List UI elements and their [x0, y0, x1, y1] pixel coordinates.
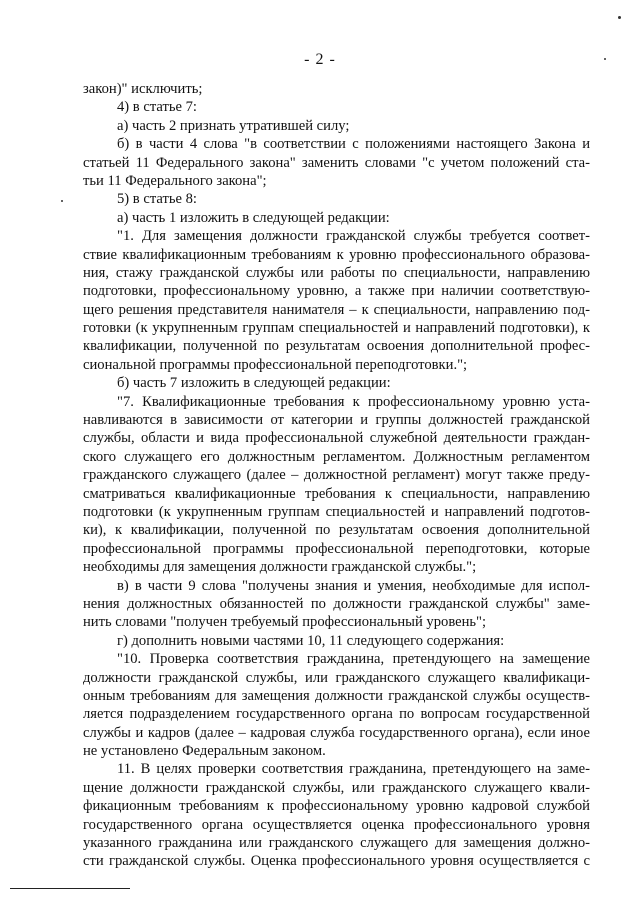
text-line: службы и кадров (далее – кадровая служба государственного органа), если иное — [83, 724, 590, 741]
text-line: сиональной программы профессиональной переподготовки."; — [83, 356, 468, 373]
text-line: ского служащего его должностным регламентом. Должностным регламентом — [83, 448, 590, 465]
text-line: а) часть 2 признать утратившей силу; — [117, 117, 350, 134]
scan-mark — [61, 200, 63, 202]
text-line: б) в части 4 слова "в соответствии с положениями настоящего Закона и — [117, 136, 590, 153]
text-line: должности гражданской службы, или гражданского служащего квалификаци- — [83, 669, 590, 686]
text-line: "1. Для замещения должности гражданской службы требуется соответ- — [117, 228, 590, 245]
text-line: квалификации, полученной по результатам освоения дополнительной профес- — [83, 338, 590, 355]
scan-mark — [618, 16, 621, 19]
text-line: тьи 11 Федерального закона"; — [83, 172, 267, 189]
text-line: не установлено Федеральным законом. — [83, 743, 326, 760]
text-line: ния, стажу гражданской службы или работы по специальности, направлению — [83, 264, 590, 281]
page-number: - 2 - — [304, 51, 336, 68]
text-line: "7. Квалификационные требования к профессиональному уровню уста- — [117, 393, 590, 410]
text-line: "10. Проверка соответствия гражданина, претендующего на замещение — [117, 651, 590, 668]
text-line: подготовки, профессиональному уровню, а также при наличии соответствую- — [83, 283, 590, 300]
text-line: статьей 11 Федерального закона" заменить словами "с учетом положений ста- — [83, 154, 590, 171]
text-line: фикационным требованиям к профессиональному уровню кадровой службой — [83, 798, 590, 815]
scan-mark — [604, 58, 606, 60]
footer-rule — [10, 888, 130, 889]
text-line: г) дополнить новыми частями 10, 11 следующего содержания: — [117, 632, 505, 649]
text-line: ки), к квалификации, полученной по результатам освоения дополнительной — [83, 522, 590, 539]
text-line: 4) в статье 7: — [117, 99, 197, 116]
text-line: сматриваться квалификационные требования к специальности, направлению — [83, 485, 590, 502]
text-line: щего решения представителя нанимателя – к специальности, направлению под- — [83, 301, 590, 318]
document-body — [83, 80, 590, 871]
text-line: профессиональной программы профессиональной переподготовки, которые — [83, 540, 590, 557]
text-line: ствие квалификационным требованиям к уровню профессионального образова- — [83, 246, 590, 263]
text-line: онным требованиям для замещения должности гражданской службы осуществ- — [83, 687, 590, 704]
text-line: подготовки (к укрупненным группам специальностей и направлений подготов- — [83, 503, 590, 520]
text-line: в) в части 9 слова "получены знания и умения, необходимые для испол- — [117, 577, 590, 594]
text-line: нения должностных обязанностей по должности гражданской службы" заме- — [83, 595, 590, 612]
text-line: б) часть 7 изложить в следующей редакции: — [117, 375, 391, 392]
text-line: гражданского служащего (далее – должностной регламент) могут также преду- — [83, 467, 590, 484]
text-line: а) часть 1 изложить в следующей редакции: — [117, 209, 390, 226]
text-line: указанного гражданина или гражданского служащего для замещения должно- — [83, 835, 590, 852]
text-line: 11. В целях проверки соответствия гражданина, претендующего на заме- — [117, 761, 590, 778]
text-line: службы, области и вида профессиональной служебной деятельности граждан- — [83, 430, 590, 447]
text-line: нить словами "получен требуемый профессиональный уровень"; — [83, 614, 487, 631]
text-line: навливаются в зависимости от категории и группы должностей гражданской — [83, 412, 590, 429]
text-line: сти гражданской службы. Оценка профессионального уровня осуществляется с — [83, 853, 590, 870]
text-line: готовки (к укрупненным группам специальностей и направлений подготовки), к — [83, 320, 590, 337]
text-line: государственного органа осуществляется оценка профессионального уровня — [83, 816, 590, 833]
text-line: 5) в статье 8: — [117, 191, 197, 208]
text-line: ляется подразделением государственного органа по вопросам государственной — [83, 706, 590, 723]
text-line: щение должности гражданской службы, или гражданского служащего квали- — [83, 779, 590, 796]
text-line: необходимы для замещения должности гражданской службы."; — [83, 559, 477, 576]
text-line: закон)" исключить; — [83, 81, 203, 97]
